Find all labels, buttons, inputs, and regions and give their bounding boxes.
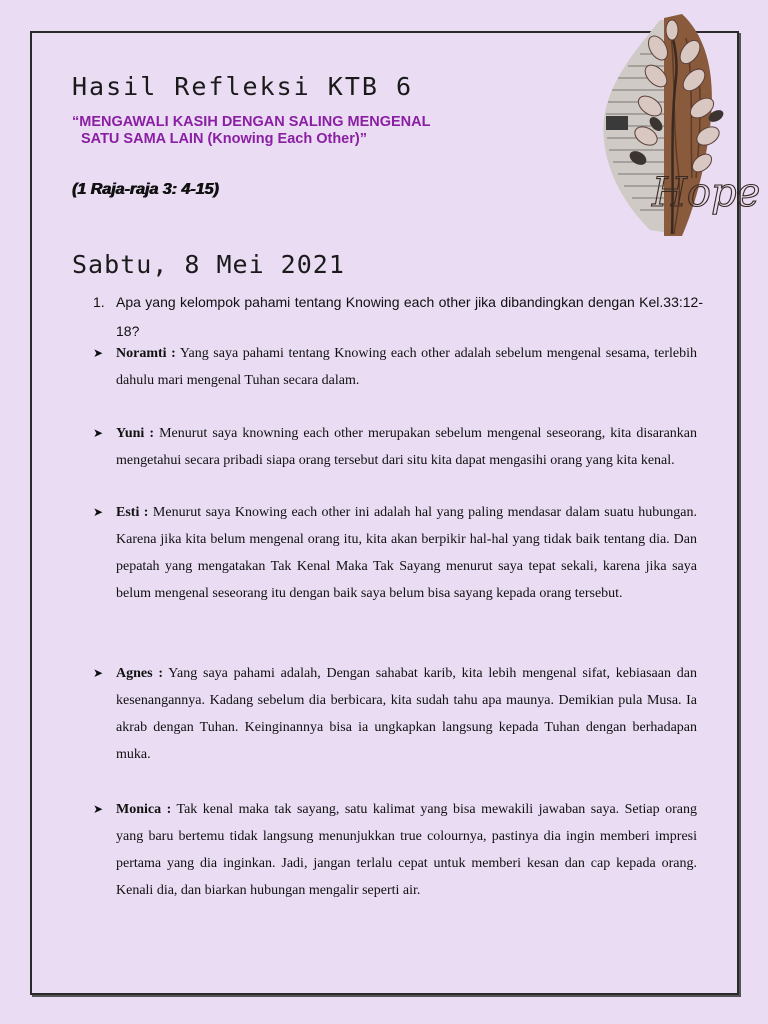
page-subtitle	[72, 114, 542, 148]
answer-body	[116, 660, 697, 768]
respondent-name: Monica :	[116, 802, 172, 817]
respondent-name: Agnes :	[116, 666, 164, 681]
answer-item	[93, 660, 697, 768]
answer-text: Menurut saya Knowing each other ini adalah hal yang paling mendasar dalam suatu hubungan. Karena jika kita belum mengenal orang itu, kita akan berpikir hal-hal yang tidak baik tentang dia. Dan pepatah yang mengatakan Tak Kenal Maka Tak Sayang menurut saya tepat sekali, karena jika saya belum mengenal seseorang itu dengan baik saya belum bisa sayang kepada orang tersebut.	[116, 505, 698, 601]
arrow-bullet-icon: ➤	[93, 802, 104, 816]
question-number: 1.	[93, 294, 105, 310]
answer-body	[116, 420, 697, 474]
hope-script-text: Hope	[652, 170, 761, 216]
respondent-name: Yuni :	[116, 426, 155, 441]
answer-text: Menurut saya knowning each other merupakan sebelum mengenal seseorang, kita disarankan mengetahui secara pribadi siapa orang tersebut dari situ kita dapat mengasihi orang yang kita kenal.	[116, 426, 697, 468]
answer-text: Tak kenal maka tak sayang, satu kalimat yang bisa mewakili jawaban saya. Setiap orang yang baru bertemu tidak langsung menunjukkan true colournya, pastinya dia ingin memberi impresi pertama yang dia inginkan. Jadi, jangan terlalu cepat untuk memberi kesan dan cap kepada orang. Kenali dia, dan biarkan hubungan mengalir seperti air.	[116, 802, 697, 898]
question-text: Apa yang kelompok pahami tentang Knowing each other jika dibandingkan dengan Kel.33:12-18?	[116, 294, 703, 339]
subtitle-line-2: SATU SAMA LAIN (Knowing Each Other)”	[81, 131, 367, 147]
answer-body	[116, 499, 697, 607]
answer-item	[93, 340, 697, 394]
answer-body	[116, 796, 697, 904]
session-date: Sabtu, 8 Mei 2021	[72, 250, 345, 279]
arrow-bullet-icon: ➤	[93, 666, 104, 680]
answer-item	[93, 796, 697, 904]
respondent-name: Noramti :	[116, 346, 176, 361]
respondent-name: Esti :	[116, 505, 149, 520]
answer-text: Yang saya pahami adalah, Dengan sahabat karib, kita lebih mengenal sifat, kebiasaan dan kesenangannya. Kadang sebelum dia berbicara, kita sudah tahu apa maunya. Demikian pula Musa. Ia akrab dengan Tuhan. Keinginannya bisa ia ungkapkan langsung kepada Tuhan dengan berhadapan muka.	[116, 666, 697, 762]
arrow-bullet-icon: ➤	[93, 505, 104, 519]
arrow-bullet-icon: ➤	[93, 346, 104, 360]
answer-item	[93, 499, 697, 607]
answer-list	[93, 340, 697, 904]
answer-text: Yang saya pahami tentang Knowing each other adalah sebelum mengenal sesama, terlebih dahulu mari mengenal Tuhan secara dalam.	[116, 346, 697, 388]
question-item	[93, 288, 703, 346]
answer-body	[116, 340, 697, 394]
bible-verse-reference: (1 Raja-raja 3: 4-15)	[72, 181, 219, 198]
subtitle-line-1: “MENGAWALI KASIH DENGAN SALING MENGENAL	[72, 114, 431, 130]
answer-item	[93, 420, 697, 474]
page-title: Hasil Refleksi KTB 6	[72, 72, 414, 101]
arrow-bullet-icon: ➤	[93, 426, 104, 440]
leaf-collage-icon	[598, 8, 768, 238]
